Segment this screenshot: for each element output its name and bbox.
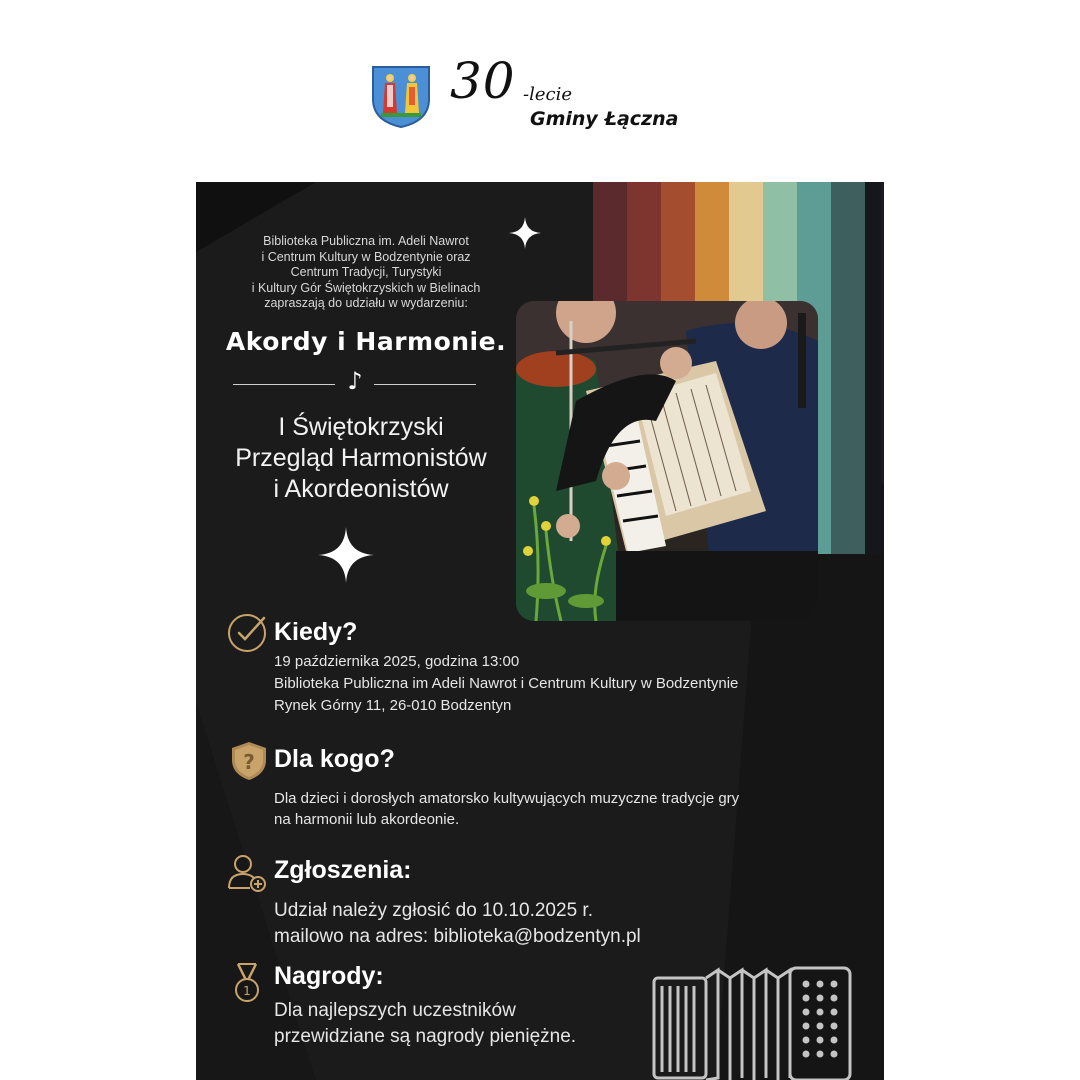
event-poster (196, 182, 884, 1080)
section-title-registration: Zgłoszenia: (274, 856, 412, 884)
music-note-icon: ♪ (347, 367, 363, 395)
clock-check-icon (226, 612, 268, 654)
anniversary-number: 30 (450, 52, 516, 110)
sparkle-icon (318, 527, 374, 583)
divider-right (374, 384, 476, 385)
gmina-name: Gminy Łączna (530, 108, 679, 130)
section-text-prizes: Dla najlepszych uczestników przewidziane są nagrody pieniężne. (274, 1000, 577, 1047)
anniversary-suffix: -lecie (523, 84, 572, 105)
accordion-icon (646, 964, 856, 1080)
musicians-photo (516, 301, 818, 621)
event-title: Akordy i Harmonie. (225, 327, 507, 356)
intro-text: Biblioteka Publiczna im. Adeli Nawrot i Centrum Kultury w Bodzentynie oraz Centrum Tradycji, Turystyki i Kultury Gór Świętokrzyskich w Bielinach zapraszają do udziału w wydarzeniu: (251, 234, 481, 310)
shield-question-icon (228, 740, 270, 782)
svg-text:?: ? (243, 750, 255, 774)
event-subtitle: I Świętokrzyski Przegląd Harmonistów i Akordeonistów (235, 413, 487, 503)
svg-text:1: 1 (243, 984, 251, 998)
section-title-prizes: Nagrody: (274, 962, 384, 990)
section-text-for-whom: Dla dzieci i dorosłych amatorsko kultywujących muzyczne tradycje gry na harmonii lub akordeonie. (274, 790, 740, 828)
section-text-registration: Udział należy zgłosić do 10.10.2025 r. mailowo na adres: biblioteka@bodzentyn.pl (274, 900, 641, 947)
page-header (0, 0, 1080, 182)
section-text-when: 19 października 2025, godzina 13:00 Biblioteka Publiczna im Adeli Nawrot i Centrum Kultury w Bodzentynie Rynek Górny 11, 26-010 Bodzentyn (274, 653, 739, 714)
section-title-for-whom: Dla kogo? (274, 745, 395, 773)
user-add-icon (226, 852, 268, 894)
coat-of-arms-icon (371, 65, 431, 129)
medal-icon (226, 962, 268, 1004)
section-title-when: Kiedy? (274, 618, 358, 646)
divider-left (233, 384, 335, 385)
